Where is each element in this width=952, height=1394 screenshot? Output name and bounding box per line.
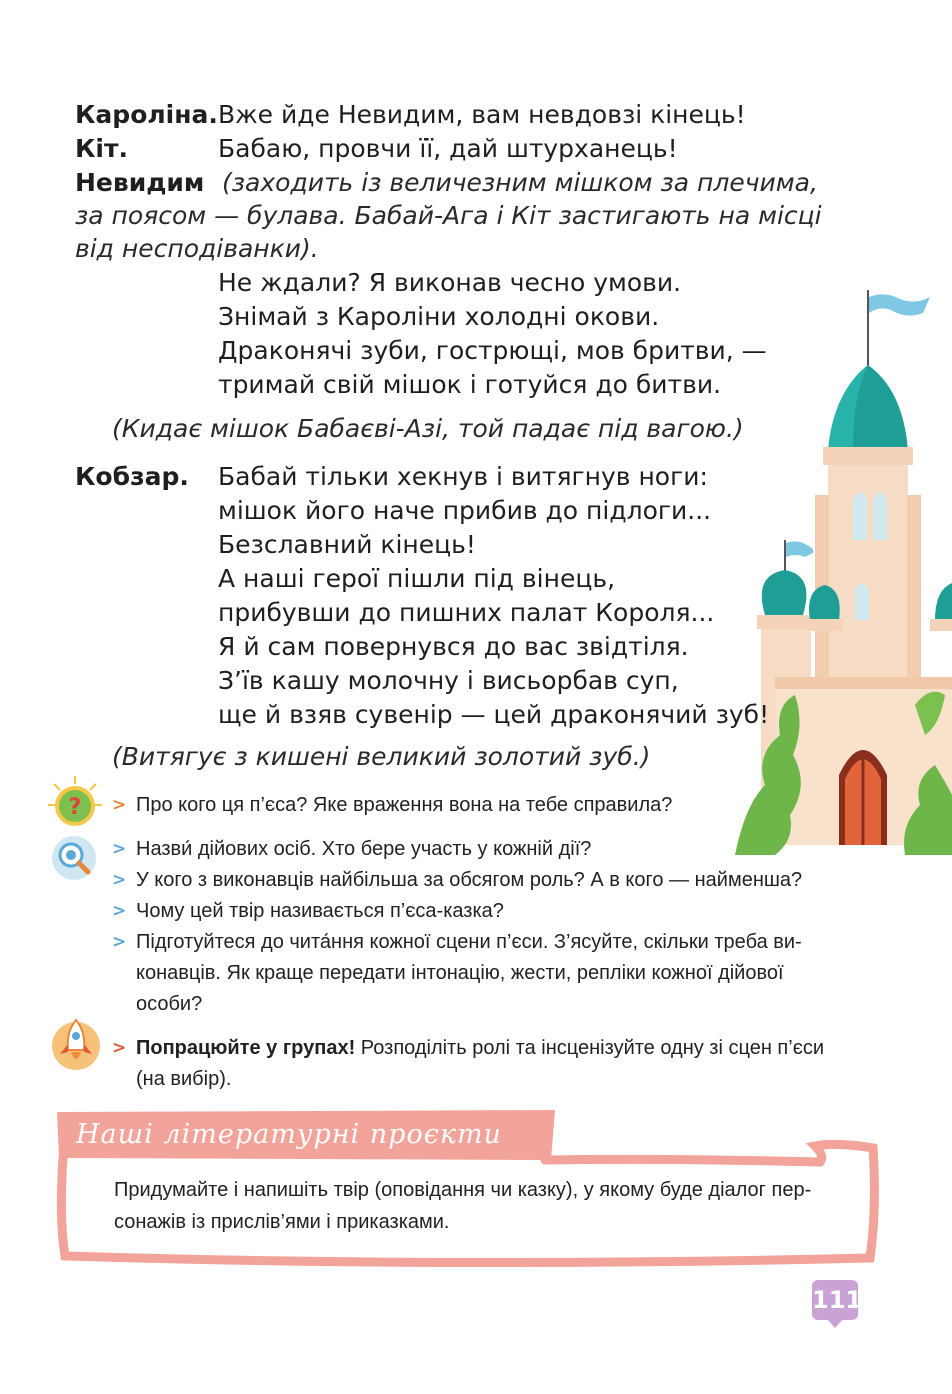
stage-direction: (Кидає мішок Бабаєві-Азі, той падає під вагою.) (112, 414, 744, 443)
speaker-karolina: Кароліна. (75, 100, 218, 129)
bullet-arrow-icon: > (112, 839, 127, 859)
verse-line: Не ждали? Я виконав чесно умови. (218, 268, 682, 297)
verse-line: ще й взяв сувенір — цей драконячий зуб! (218, 700, 770, 729)
group-task-line: (на вибір). (136, 1068, 232, 1090)
verse-line: А наші герої пішли під вінець, (218, 564, 616, 593)
verse-line: Бабай тільки хекнув і витягнув ноги: (218, 462, 708, 491)
verse-line: прибувши до пишних палат Короля... (218, 598, 715, 627)
verse-line: тримай свій мішок і готуйся до битви. (218, 370, 722, 399)
verse-line: Безславний кінець! (218, 530, 476, 559)
verse-line: мішок його наче прибив до підлоги... (218, 496, 712, 525)
project-title: Наші літературні проєкти (76, 1119, 502, 1150)
stage-direction: (Витягує з кишені великий золотий зуб.) (112, 742, 651, 771)
rocket-icon (50, 1014, 102, 1072)
page-number: 111 (812, 1286, 863, 1314)
verse-line: З’їв кашу молочну і висьорбав суп, (218, 666, 679, 695)
question-item: Чому цей твір називається п’єса-казка? (136, 900, 504, 922)
group-task-text: Розподіліть ролі та інсценізуйте одну зі сцен п’єси (355, 1037, 825, 1059)
speaker-kobzar: Кобзар. (75, 462, 189, 491)
svg-text:?: ? (68, 795, 82, 820)
bullet-arrow-icon: > (112, 795, 127, 815)
group-task-bold: Попрацюйте у групах! (136, 1037, 356, 1059)
question-item: Про кого ця п’єса? Яке враження вона на тебе справила? (136, 794, 673, 816)
stage-direction-line: за поясом — булава. Бабай-Ага і Кіт застигають на місці (75, 201, 822, 230)
page-number-badge (812, 1280, 863, 1320)
verse-line: Знімай з Кароліни холодні окови. (218, 302, 660, 331)
stage-direction-line: від несподіванки). (75, 234, 319, 263)
bullet-arrow-icon: > (112, 901, 127, 921)
castle-illustration (735, 285, 952, 855)
question-item: конавців. Як краще передати інтонацію, жести, репліки кожної дійової (136, 962, 784, 984)
bullet-arrow-icon: > (112, 932, 127, 952)
question-item: Підготуйтеся до чита́ння кожної сцени п’єси. З’ясуйте, скільки треба ви- (136, 931, 802, 953)
speaker-kit: Кіт. (75, 134, 128, 163)
speaker-nevydym: Невидим (75, 168, 205, 197)
verse-line: Я й сам повернувся до вас звідтіля. (218, 632, 689, 661)
stage-direction-line: (заходить із величезним мішком за плечима, (222, 168, 818, 197)
page-badge-tail (826, 1318, 844, 1328)
project-text: Придумайте і напишіть твір (оповідання чи казку), у якому буде діалог пер- (114, 1179, 812, 1201)
question-item: У кого з виконавців найбільша за обсягом роль? А в кого — найменша? (136, 869, 803, 891)
bullet-arrow-icon: > (112, 870, 127, 890)
magnifier-icon (48, 833, 100, 883)
replica-karolina: Вже йде Невидим, вам невдовзі кінець! (218, 100, 746, 129)
verse-line: Драконячі зуби, гострющі, мов бритви, — (218, 336, 767, 365)
replica-kit: Бабаю, провчи її, дай штурханець! (218, 134, 678, 163)
bullet-arrow-icon: > (112, 1038, 127, 1058)
group-task (136, 1033, 824, 1064)
project-text: сонажів із прислів’ями і приказками. (114, 1211, 450, 1233)
question-item: особи? (136, 993, 203, 1015)
question-item: Назви́ дійових осіб. Хто бере участь у кожній дії? (136, 838, 592, 860)
question-icon (40, 774, 110, 836)
